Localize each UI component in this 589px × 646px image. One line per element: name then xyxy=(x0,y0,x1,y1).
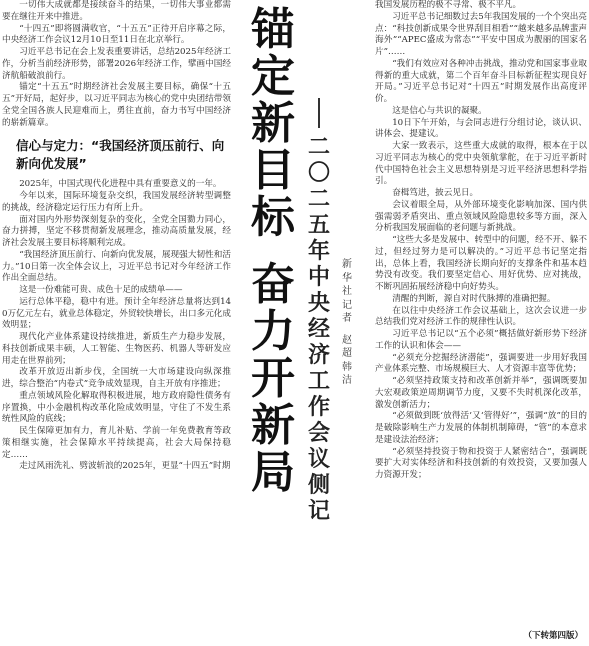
body-paragraph: 重点领域风险化解取得积极进展，地方政府隐性债务有序置换，中小金融机构改革化险成效明显，守住了不发生系统性风险的底线； xyxy=(2,390,231,425)
byline xyxy=(340,258,354,388)
section-heading: 信心与定力：“我国经济顶压前行、向新向优发展” xyxy=(16,138,225,172)
body-paragraph: “必须坚持投资于物和投资于人紧密结合”，强调既要扩大对实体经济和科技创新的有效投资，又要加强人力资源开发； xyxy=(375,446,587,480)
subtitle-text: 二〇二五年中央经济工作会议侧记 xyxy=(307,134,330,524)
body-paragraph: 改革开放迈出新步伐，全国统一大市场建设向纵深推进，综合整治“内卷式”竞争成效显现，自主开放有序推进； xyxy=(2,367,231,389)
body-paragraph: 10日下午开始，与会同志进行分组讨论，谈认识、讲体会、提建议。 xyxy=(375,117,587,140)
body-paragraph: 这是一份难能可贵、成色十足的成绩单—— xyxy=(19,285,183,295)
body-paragraph: 我国发展历程的极不寻常、极不平凡。 xyxy=(375,0,522,10)
intro-paragraph: 一切伟大成就都是接续奋斗的结果，一切伟大事业都需要在继往开来中推进。 xyxy=(2,0,231,22)
body-paragraph: 面对国内外形势深刻复杂的变化，全党全国勠力同心，奋力拼搏，坚定不移贯彻新发展理念，推动高质量发展，经济社会发展主要目标将顺利完成。 xyxy=(2,214,231,248)
body-paragraph: 习近平总书记以“五个必须”概括做好新形势下经济工作的认识和体会—— xyxy=(375,329,587,351)
body-paragraph: 运行总体平稳，稳中有进。预计全年经济总量将达到140万亿元左右，就业总体稳定，外贸较快增长，出口多元化成效明显； xyxy=(2,296,231,331)
intro-paragraph: 锚定“十五五”时期经济社会发展主要目标，确保“十五五”开好局，起好步，以习近平同志为核心的党中央团结带领全党全国各族人民迎难而上，勇往直前，奋力书写中国经济的崭新篇章。 xyxy=(2,82,231,128)
byline-prefix: 新华社记者 xyxy=(342,259,352,324)
body-paragraph: “我们有效应对各种冲击挑战，推动党和国家事业取得新的重大成就，第二个百年奋斗目标新征程实现良好开局。”习近平总书记对“十四五”时期发展作出高度评价。 xyxy=(375,58,587,104)
body-paragraph: 奋楫笃进，披云见日。 xyxy=(392,188,479,198)
subtitle xyxy=(306,98,332,524)
body-paragraph: 走过风雨洗礼、劈波斩浪的2025年，更显“十四五”时期 xyxy=(19,461,231,472)
body-paragraph: “我国经济顶压前行、向新向优发展，展现强大韧性和活力。”10日第一次全体会议上，习近平总书记对今年经济工作作出全面总结。 xyxy=(2,249,231,284)
body-paragraph: “这些大多是发展中、转型中的问题，经不开、躲不过，但经过努力是可以解决的。”习近平总书记坚定指出，总体上看，我国经济长期向好的支撑条件和基本趋势没有改变。我们要坚定信心、用好优势、应对挑战，不断巩固拓展经济稳中向好势头。 xyxy=(375,235,587,292)
body-paragraph: 2025年，中国式现代化进程中具有重要意义的一年。 xyxy=(19,179,222,190)
body-paragraph: “必须充分挖掘经济潜能”，强调要进一步用好我国产业体系完整、市场规模巨大、人才资源丰富等优势； xyxy=(375,352,587,375)
body-paragraph: 会议着眼全局，从外部环境变化影响加深、国内供强需弱矛盾突出、重点领域风险隐患较多等方面，深入分析我国发展面临的老问题与新挑战。 xyxy=(375,199,587,234)
body-paragraph: 在以往中央经济工作会议基础上，这次会议进一步总结我们党对经济工作的规律性认识。 xyxy=(375,305,587,328)
headline-line-1: 锚定新目标 xyxy=(251,4,295,243)
article-column-left xyxy=(2,0,231,473)
body-paragraph: 大家一致表示，这些重大成就的取得，根本在于以习近平同志为核心的党中央领航掌舵，在于习近平新时代中国特色社会主义思想特别是习近平经济思想科学指引。 xyxy=(375,141,587,187)
body-paragraph: 这是信心与共识的凝聚。 xyxy=(392,105,487,116)
body-paragraph: 清醒的判断，源自对时代脉搏的准确把握。 xyxy=(392,293,556,304)
body-paragraph: 习近平总书记细数过去5年我国发展的一个个突出亮点：“科技创新成果令世界刮目相看”“越来越多品牌蜚声海外”“APEC盛成为常态”“平安中国成为靓丽的国家名片”…… xyxy=(375,11,587,57)
byline-names: 赵超韩洁 xyxy=(342,334,352,386)
body-paragraph: 今年以来，国际环境复杂交织，我国发展经济转型调整的挑战，经济稳定运行压力有所上升。 xyxy=(2,191,231,213)
subtitle-dash xyxy=(318,98,320,128)
body-paragraph: “必须做到既‘放得活’又‘管得好’”，强调“放”的目的是破除影响生产力发展的体制机制障碍，“管”的本意求是建设法治经济； xyxy=(375,411,587,445)
article-column-right xyxy=(375,0,587,482)
body-paragraph: 民生保障更加有力，育儿补贴、学前一年免费教育等政策相继实施，社会保障水平持续提高，社会大局保持稳定…… xyxy=(2,426,231,460)
intro-paragraph: 习近平总书记在会上发表重要讲话，总结2025年经济工作，分析当前经济形势，部署2026年经济工作，擘画中国经济航船破浪前行。 xyxy=(2,47,231,81)
body-paragraph: 现代化产业体系建设持续推进，新质生产力稳步发展，科技创新成果丰硕，人工智能、生物医药、机器人等研发应用走在世界前列； xyxy=(2,332,231,366)
intro-paragraph: “十四五”即将圆满收官，“十五五”正待开启序幕之际，中央经济工作会议12月10日至11日在北京举行。 xyxy=(2,23,231,46)
headline-line-2: 奋力开新局 xyxy=(251,259,295,498)
headline xyxy=(245,6,301,496)
body-paragraph: “必须坚持政策支持和改革创新并举”，强调既要加大宏观政策逆周期调节力度，又要不失时机深化改革，激发创新活力； xyxy=(375,376,587,410)
continued-notice: （下转第四版） xyxy=(523,631,583,641)
